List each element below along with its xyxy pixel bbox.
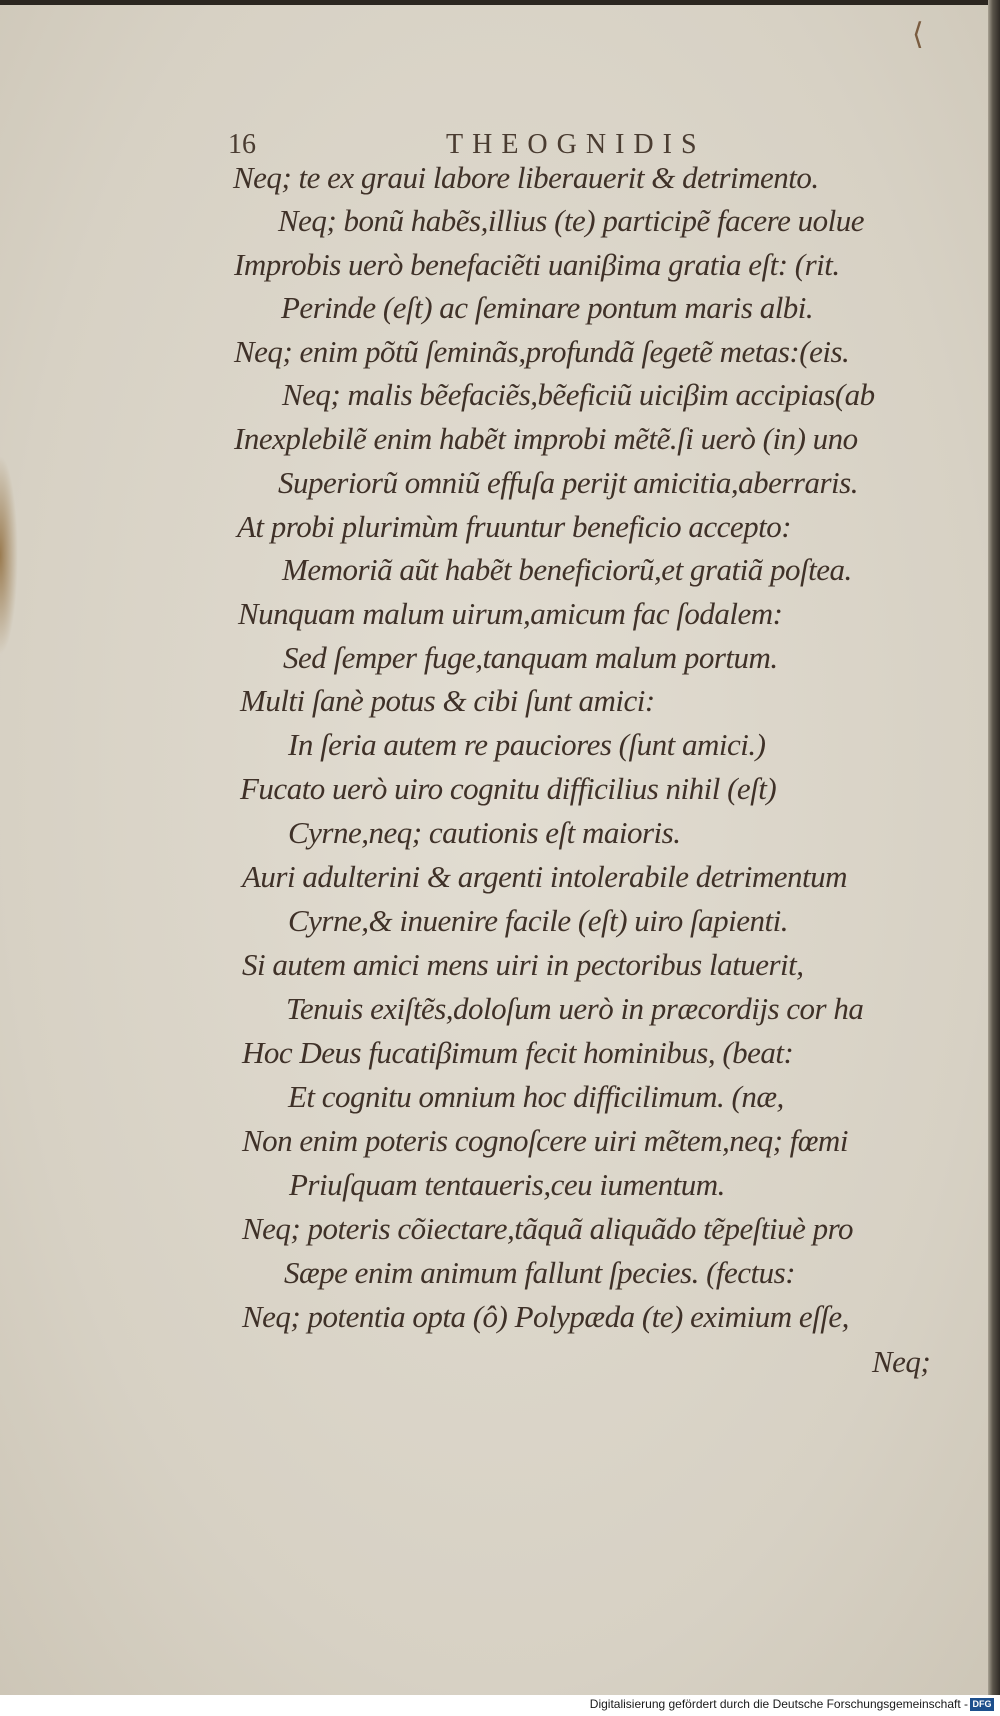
verse-line: Memoriã aũt habẽt beneficiorũ,et gratiã poſtea. xyxy=(282,552,852,587)
page-number: 16 xyxy=(228,129,256,160)
verse-line: Auri adulterini & argenti intolerabile detrimentum xyxy=(242,859,847,894)
verse-line: Perinde (eſt) ac ſeminare pontum maris albi. xyxy=(281,290,814,325)
digitization-footer xyxy=(0,1695,1000,1716)
page-mark: ⟨ xyxy=(912,17,924,52)
verse-line: At probi plurimùm fruuntur beneficio accepto: xyxy=(237,509,792,544)
verse-line: Non enim poteris cognoſcere uiri mẽtem,neq; fœmi xyxy=(242,1123,848,1158)
verse-line: Superiorũ omniũ effuſa perijt amicitia,aberraris. xyxy=(278,465,858,500)
verse-line: Nunquam malum uirum,amicum fac ſodalem: xyxy=(238,596,783,631)
verse-line: Cyrne,neq; cautionis eſt maioris. xyxy=(288,815,681,850)
verse-line: Neq; te ex graui labore liberauerit & detrimento. xyxy=(233,160,819,195)
running-title: THEOGNIDIS xyxy=(446,129,706,160)
verse-line: Neq; enim põtũ ſeminãs,profundã ſegetẽ metas:(eis. xyxy=(234,334,850,369)
verse-line: Cyrne,& inuenire facile (eſt) uiro ſapienti. xyxy=(288,903,789,938)
verse-line: Et cognitu omnium hoc difficilimum. (næ, xyxy=(288,1079,784,1114)
verse-line: Si autem amici mens uiri in pectoribus latuerit, xyxy=(242,947,804,982)
verse-line: In ſeria autem re pauciores (ſunt amici.) xyxy=(288,727,766,762)
dfg-logo: DFG xyxy=(970,1698,994,1711)
verse-line: Multi ſanè potus & cibi ſunt amici: xyxy=(240,683,655,718)
book-page xyxy=(0,5,994,1695)
verse-line: Inexplebilẽ enim habẽt improbi mẽtẽ.ſi uerò (in) uno xyxy=(234,421,858,456)
funding-note: Digitalisierung gefördert durch die Deutsche Forschungsgemeinschaft - xyxy=(589,1697,968,1711)
verse-line: Neq; bonũ habẽs,illius (te) participẽ facere uolue xyxy=(278,203,864,238)
verse-line: Neq; poteris cõiectare,tãquã aliquãdo tẽpeſtiuè pro xyxy=(242,1211,854,1246)
catchword: Neq; xyxy=(872,1344,931,1379)
verse-line: Neq; malis bẽefaciẽs,bẽeficiũ uiciβim accipias(ab xyxy=(282,377,875,412)
page-stain xyxy=(0,455,18,655)
verse-line: Hoc Deus fucatiβimum fecit hominibus, (beat: xyxy=(242,1035,794,1070)
verse-line: Fucato uerò uiro cognitu difficilius nihil (eſt) xyxy=(240,771,777,806)
verse-line: Neq; potentia opta (ô) Polypæda (te) eximium eſſe, xyxy=(242,1299,849,1334)
verse-line: Sed ſemper fuge,tanquam malum portum. xyxy=(283,640,778,675)
book-spine-edge xyxy=(988,0,1000,1716)
verse-line: Priuſquam tentaueris,ceu iumentum. xyxy=(289,1167,725,1202)
verse-line: Improbis uerò benefaciẽti uaniβima gratia eſt: (rit. xyxy=(234,247,840,282)
verse-line: Tenuis exiſtẽs,doloſum uerò in præcordijs cor ha xyxy=(286,991,864,1026)
verse-line: Sæpe enim animum fallunt ſpecies. (fectus: xyxy=(284,1255,796,1290)
